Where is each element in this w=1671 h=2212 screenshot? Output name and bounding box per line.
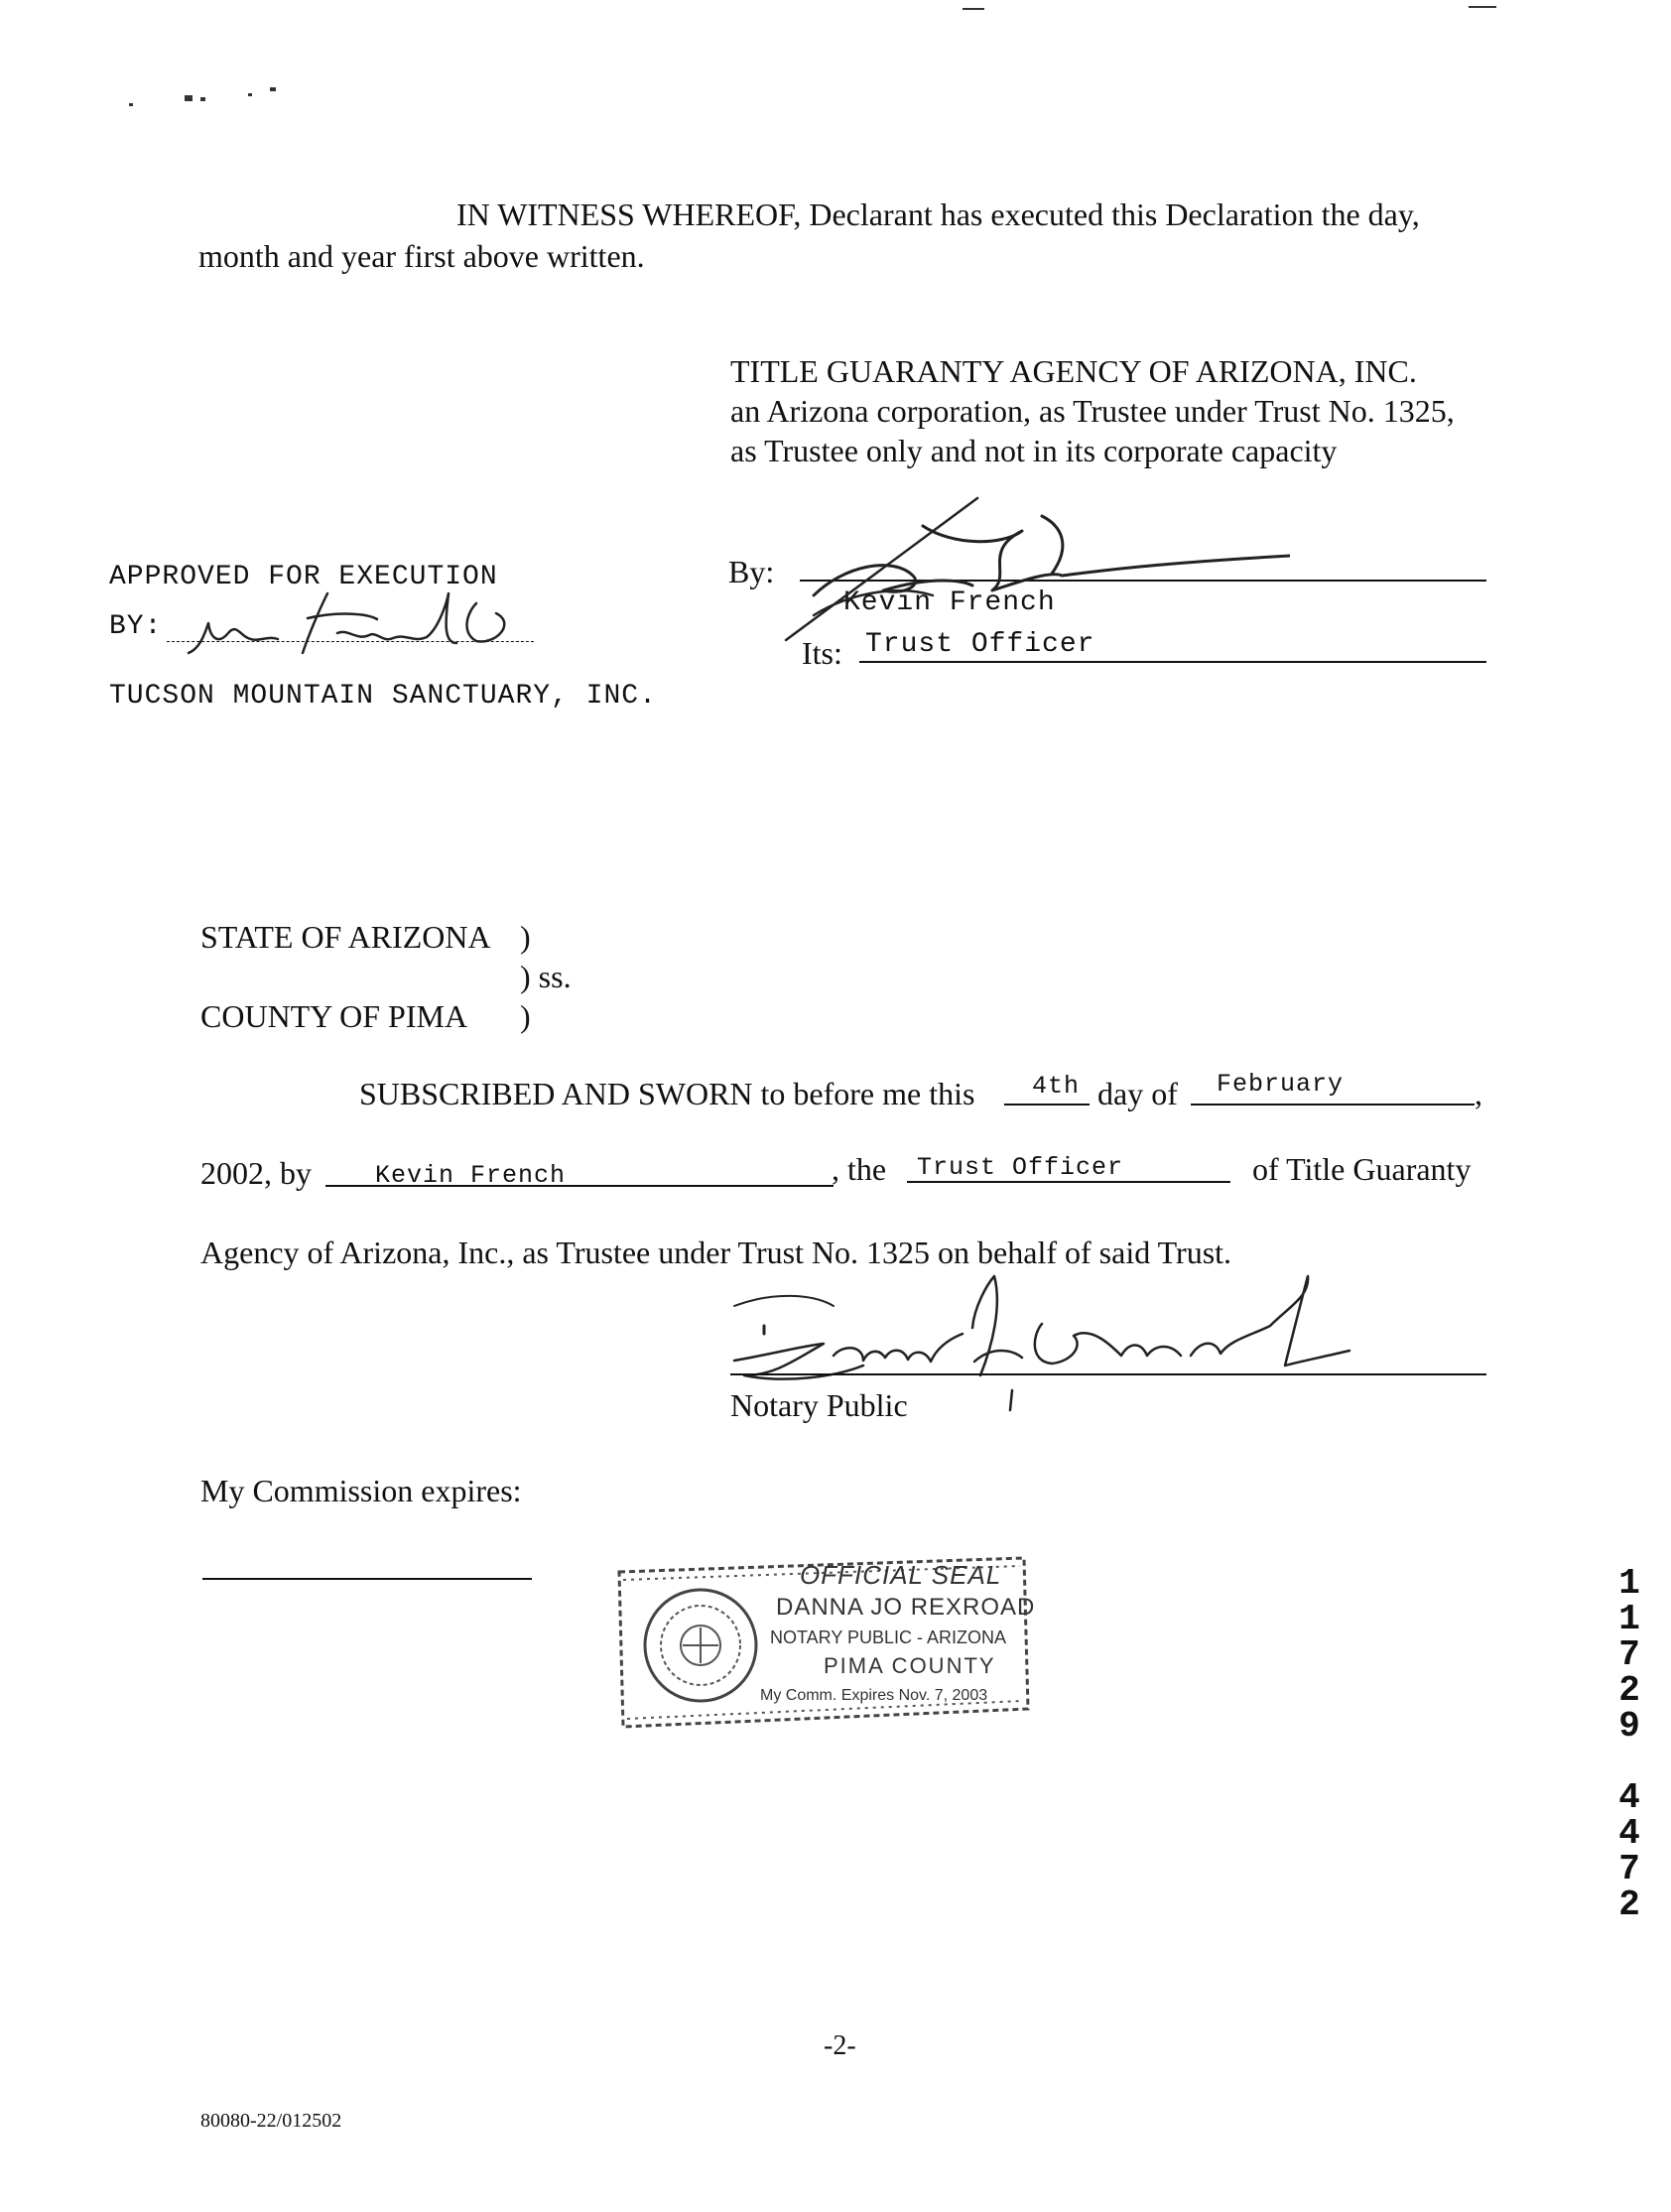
jurat-day-of: day of [1097,1076,1178,1111]
by-label: By: [728,554,775,589]
trustee-description: an Arizona corporation, as Trustee under Trust No. 1325, [730,393,1455,429]
jurat-of: of Title Guaranty [1252,1151,1472,1187]
scan-speck [129,103,133,106]
jurat-name: Kevin French [375,1161,567,1190]
venue-state: STATE OF ARIZONA [200,919,491,955]
commission-expiration-line [202,1578,532,1580]
commission-expires-label: My Commission expires: [200,1473,522,1508]
official-notary-seal [611,1550,1036,1735]
recording-digit: 9 [1618,1706,1640,1747]
recording-number [1609,1563,1649,1925]
jurat-year-by: 2002, by [200,1155,312,1191]
recording-digit: 7 [1618,1634,1640,1675]
recording-digit: 1 [1618,1563,1640,1604]
seal-line-county: PIMA COUNTY [824,1653,996,1678]
venue-county-paren: ) [520,998,531,1034]
trustee-name: TITLE GUARANTY AGENCY OF ARIZONA, INC. [730,353,1417,389]
approval-signature [179,584,536,663]
trustee-signer-title: Trust Officer [865,629,1095,660]
its-label: Its: [802,635,842,671]
witness-clause: IN WITNESS WHEREOF, Declarant has executed this Declaration the day, [456,196,1420,232]
jurat-day: 4th [1032,1072,1081,1101]
recording-digit: 4 [1618,1777,1640,1818]
page-number: -2- [824,2030,856,2061]
jurat-month: February [1217,1070,1345,1099]
recording-digit: 2 [1618,1885,1640,1925]
notary-signature-line [730,1373,1486,1375]
venue-state-paren: ) [520,919,531,955]
jurat-day-line [1004,1104,1090,1106]
scan-speck [963,8,984,10]
notary-public-label: Notary Public [730,1387,908,1423]
recording-digit: 7 [1618,1849,1640,1889]
scan-speck [270,87,276,91]
recording-digit: 1 [1618,1599,1640,1639]
jurat-the: , the [832,1151,887,1187]
jurat-agency-line: Agency of Arizona, Inc., as Trustee under Trust No. 1325 on behalf of said Trust. [200,1235,1232,1270]
approval-by-label: BY: [109,611,163,642]
seal-line-expires: My Comm. Expires Nov. 7, 2003 [760,1687,988,1704]
seal-line-official: OFFICIAL SEAL [800,1560,1002,1590]
trustee-capacity: as Trustee only and not in its corporate capacity [730,433,1338,468]
scan-speck [200,97,205,101]
trustee-signer-name: Kevin French [843,587,1056,618]
recording-digit: 4 [1618,1813,1640,1854]
scan-speck [248,93,252,96]
jurat-title: Trust Officer [917,1153,1124,1182]
recording-digit: 2 [1618,1670,1640,1711]
jurat-month-line [1191,1104,1475,1106]
trustee-title-line [859,661,1486,663]
approved-for-execution: APPROVED FOR EXECUTION [109,562,498,592]
document-code: 80080-22/012502 [200,2110,342,2132]
scan-speck [1469,6,1496,8]
seal-line-notary: NOTARY PUBLIC - ARIZONA [770,1627,1007,1647]
scan-speck [185,95,193,101]
approving-organization: TUCSON MOUNTAIN SANCTUARY, INC. [109,681,657,712]
witness-clause-cont: month and year first above written. [198,238,645,274]
venue-ss: ) ss. [520,959,572,994]
jurat-comma: , [1475,1076,1482,1111]
jurat-text: SUBSCRIBED AND SWORN to before me this [359,1076,975,1111]
venue-county: COUNTY OF PIMA [200,998,468,1034]
seal-line-name: DANNA JO REXROAD [776,1594,1036,1621]
